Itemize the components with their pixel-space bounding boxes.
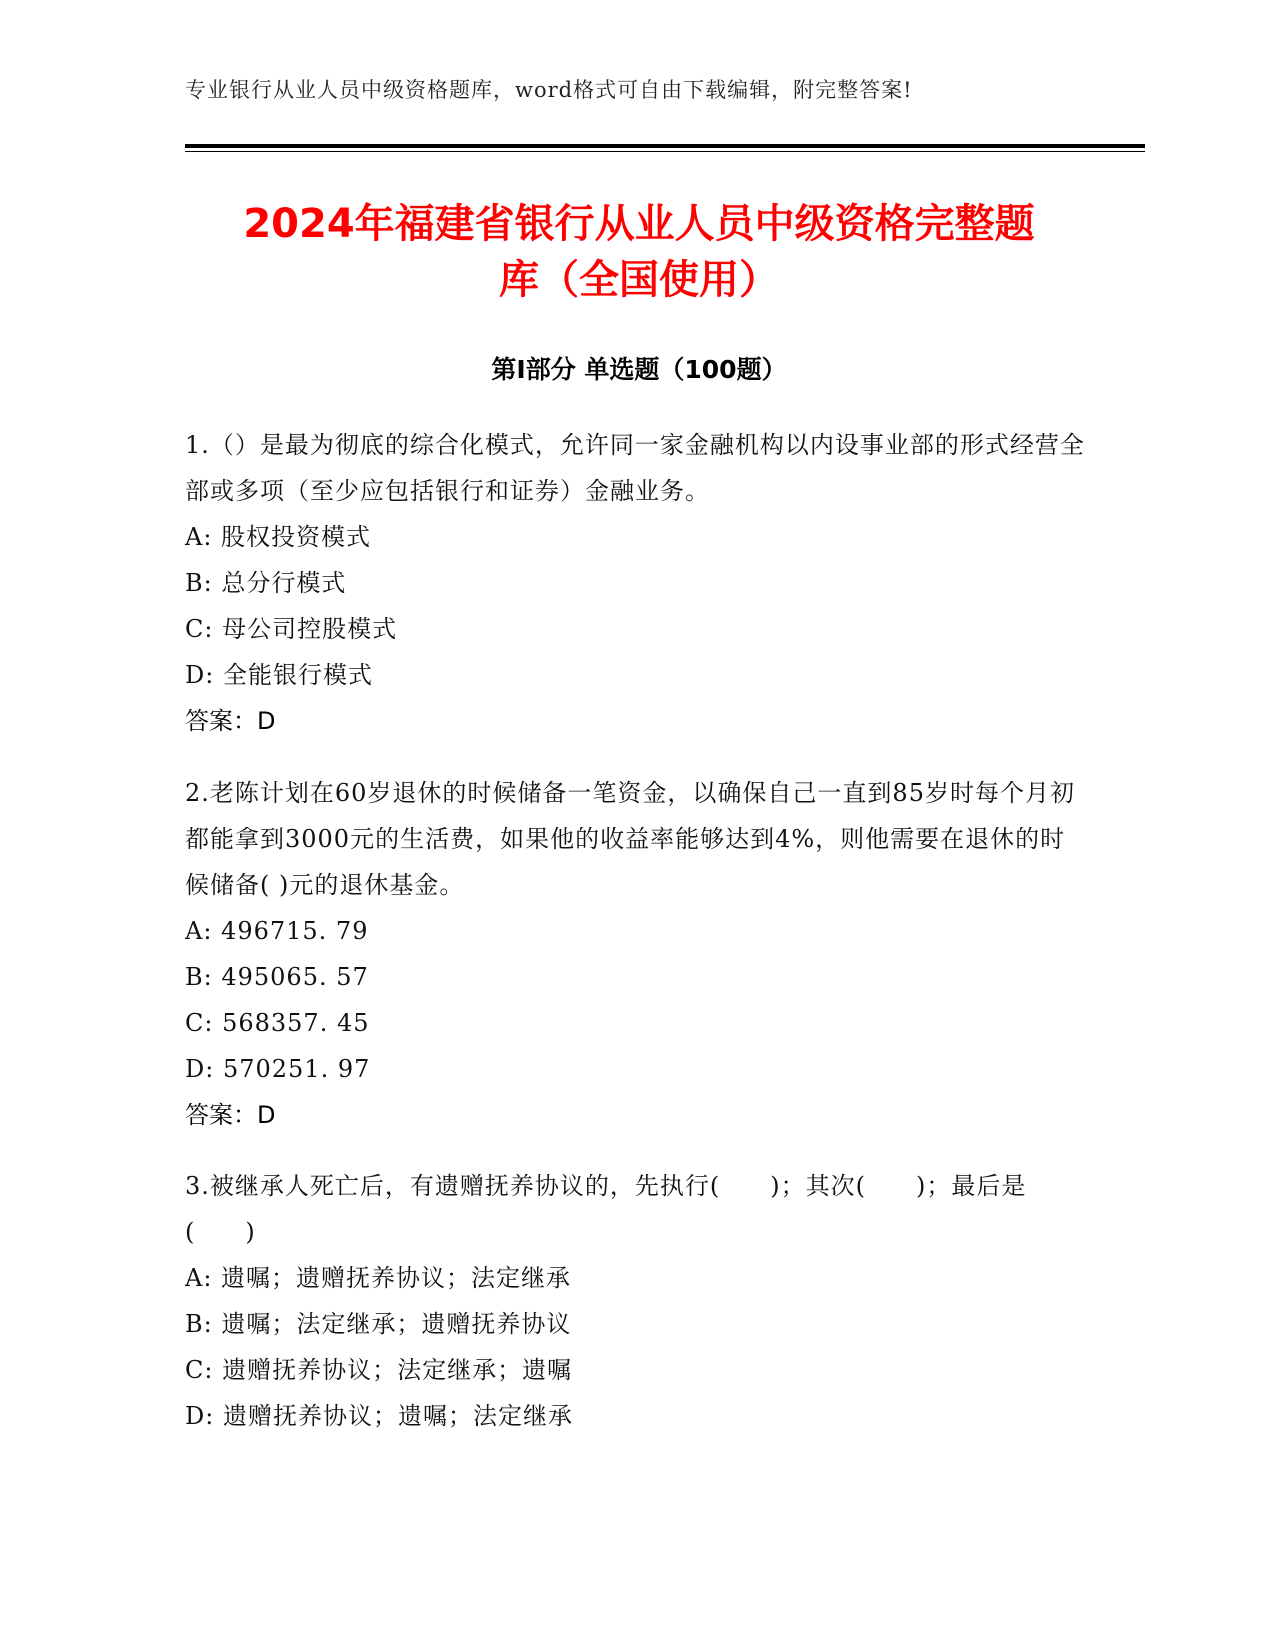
option-d: D: 遗赠抚养协议；遗嘱；法定继承 xyxy=(185,1402,573,1430)
title-line-2: 库（全国使用） xyxy=(499,257,779,303)
header-note: 专业银行从业人员中级资格题库，word格式可自由下载编辑，附完整答案! xyxy=(185,78,913,102)
option-c: C: 568357. 45 xyxy=(185,1009,370,1037)
header-rule-thin xyxy=(185,151,1145,152)
option-a: A: 496715. 79 xyxy=(185,917,369,945)
option-b: B: 遗嘱；法定继承；遗赠抚养协议 xyxy=(185,1310,572,1338)
header-rule-thick xyxy=(185,144,1145,148)
answer-line: 答案：D xyxy=(185,707,276,735)
option-c: C: 遗赠抚养协议；法定继承；遗嘱 xyxy=(185,1356,573,1384)
section-title: 第Ⅰ部分 单选题（100题） xyxy=(491,355,787,384)
question-stem: 1.（）是最为彻底的综合化模式，允许同一家金融机构以内设事业部的形式经营全部或多项（至少应包括银行和证券）金融业务。 xyxy=(185,431,1085,505)
question-2 xyxy=(185,770,1085,1138)
option-d: D: 570251. 97 xyxy=(185,1055,371,1083)
document-title xyxy=(185,196,1093,308)
title-line-1: 2024年福建省银行从业人员中级资格完整题 xyxy=(243,201,1035,247)
option-c: C: 母公司控股模式 xyxy=(185,615,398,643)
answer-line: 答案：D xyxy=(185,1101,276,1129)
question-1 xyxy=(185,422,1085,744)
question-3 xyxy=(185,1163,1085,1439)
option-b: B: 495065. 57 xyxy=(185,963,369,991)
option-a: A: 遗嘱；遗赠抚养协议；法定继承 xyxy=(185,1264,572,1292)
question-stem: 2.老陈计划在60岁退休的时候储备一笔资金，以确保自己一直到85岁时每个月初都能拿到3000元的生活费，如果他的收益率能够达到4%，则他需要在退休的时候储备( )元的退休基金。 xyxy=(185,779,1075,899)
option-b: B: 总分行模式 xyxy=(185,569,347,597)
option-d: D: 全能银行模式 xyxy=(185,661,373,689)
question-stem: 3.被继承人死亡后，有遗赠抚养协议的，先执行( )；其次( )；最后是( ) xyxy=(185,1172,1027,1246)
option-a: A: 股权投资模式 xyxy=(185,523,372,551)
